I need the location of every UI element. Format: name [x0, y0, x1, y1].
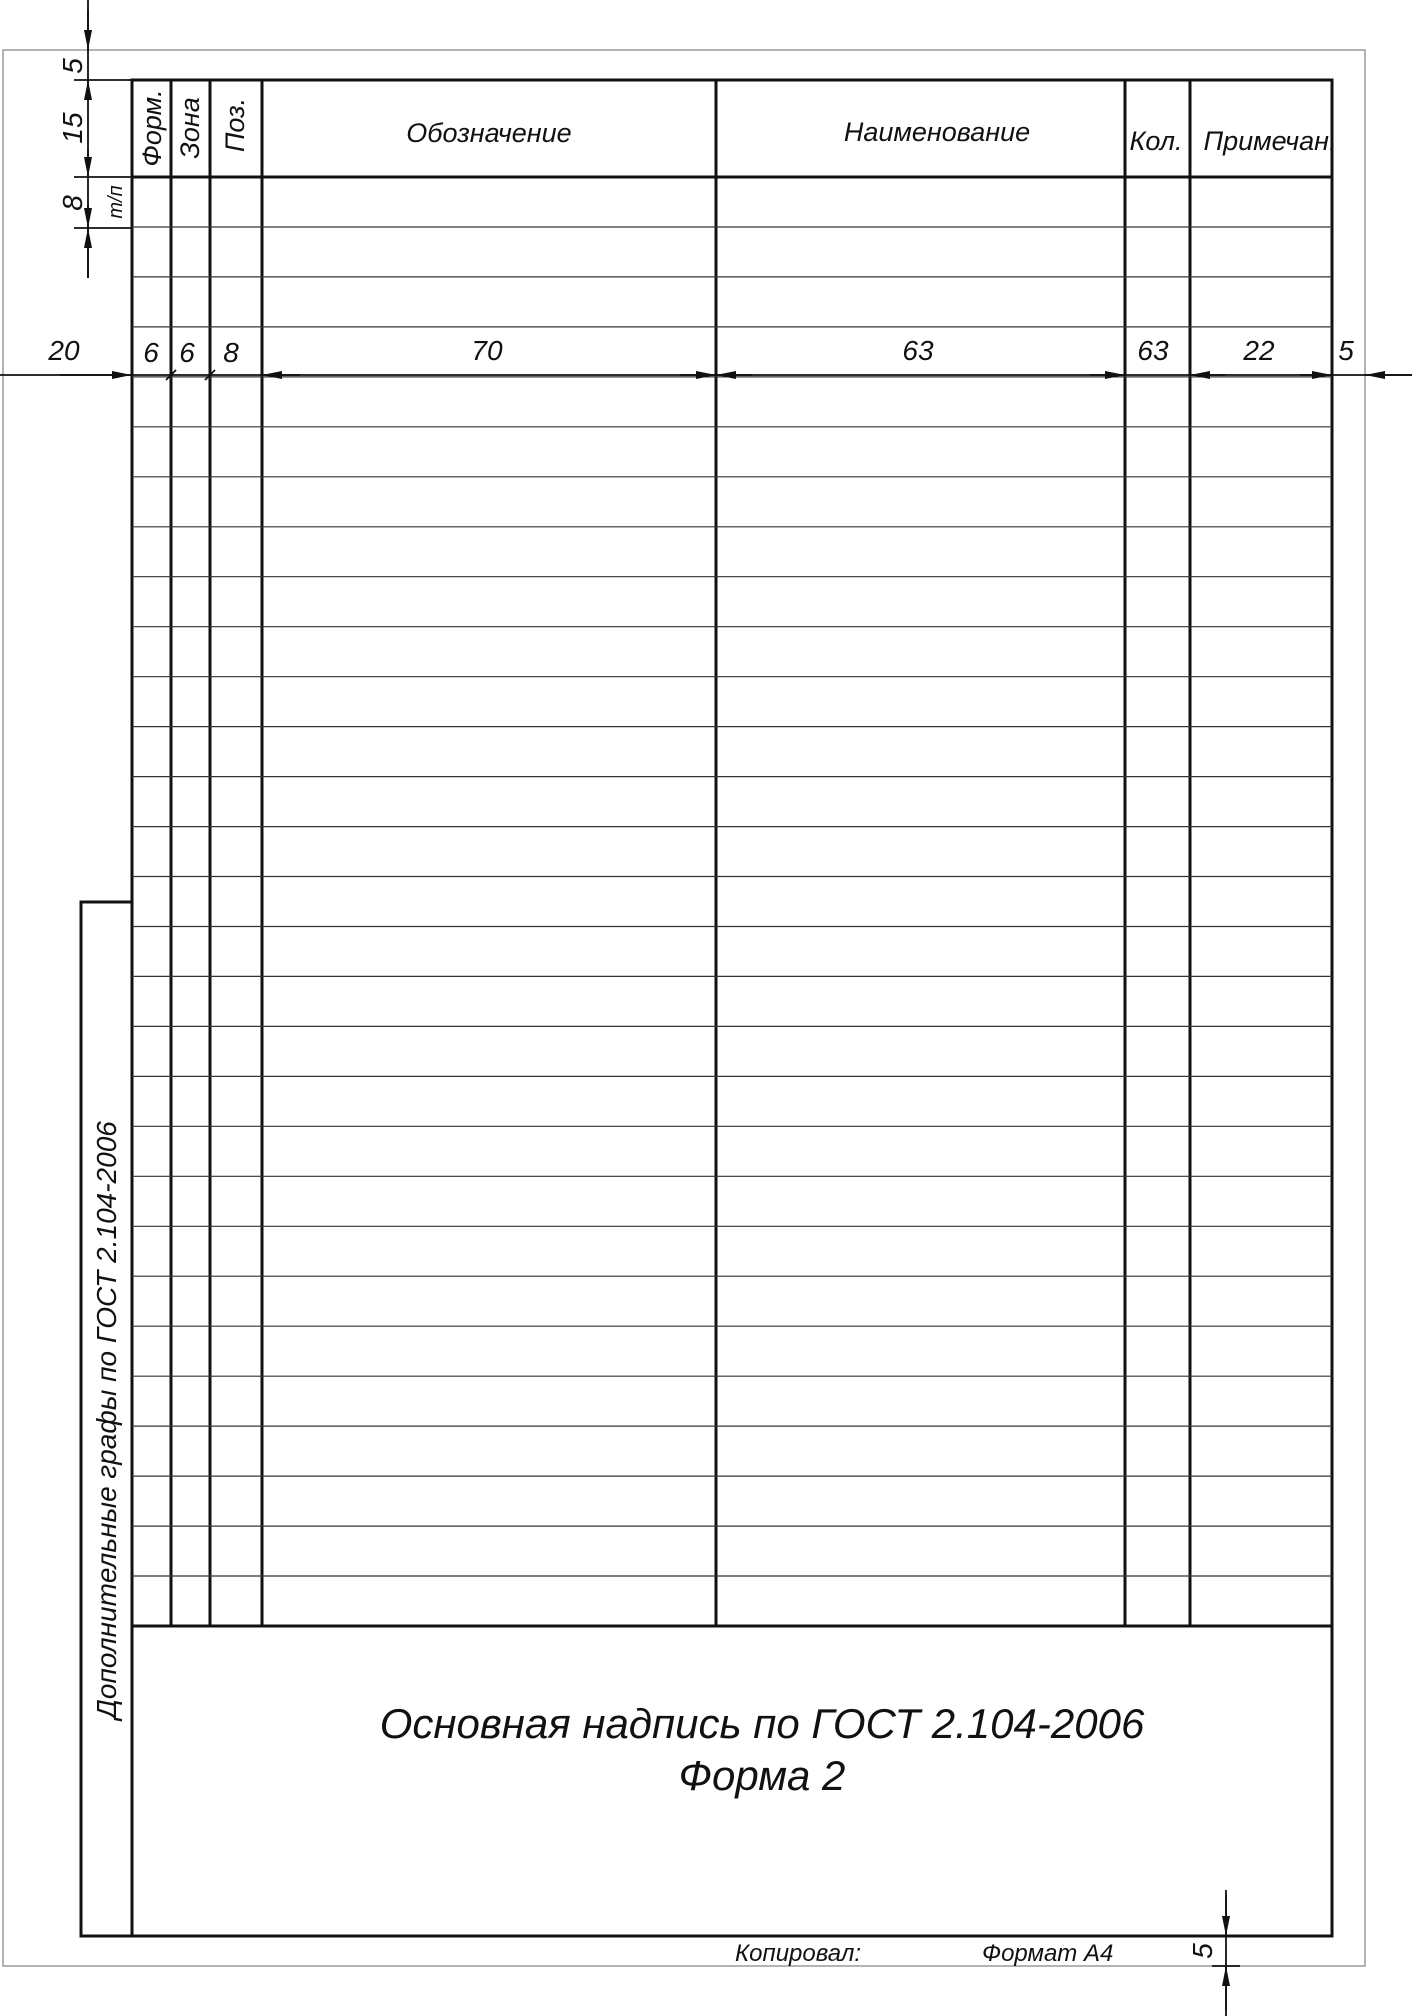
- footer-copied-by: Копировал:: [735, 1940, 862, 1967]
- header-note: Примечан.: [1203, 126, 1337, 156]
- title-block-line1: Основная надпись по ГОСТ 2.104-2006: [379, 1700, 1145, 1747]
- side-strip-label: Дополнительные графы по ГОСТ 2.104-2006: [91, 1121, 122, 1719]
- footer-format: Формат А4: [982, 1940, 1114, 1967]
- dim-label-top-margin: 5: [57, 58, 88, 74]
- row-lines: [132, 227, 1332, 1576]
- header-form: Форм.: [137, 89, 167, 167]
- dim-label-header: 15: [57, 112, 88, 144]
- column-dividers: [171, 80, 1190, 1626]
- title-block-line2: Форма 2: [678, 1752, 846, 1799]
- header-designation: Обозначение: [406, 118, 572, 148]
- dim-label-name: 63: [902, 335, 934, 366]
- dim-label-note: 22: [1243, 335, 1275, 366]
- dim-label-row-note: т/п: [105, 185, 127, 219]
- dim-label-form: 6: [143, 337, 159, 368]
- dim-label-qty: 63: [1137, 335, 1169, 366]
- header-pos: Поз.: [220, 97, 250, 153]
- header-qty: Кол.: [1129, 126, 1183, 156]
- dim-label-row: 8: [57, 195, 88, 211]
- header-name: Наименование: [843, 117, 1031, 147]
- dim-label-left-margin: 20: [48, 335, 80, 366]
- dim-label-pos: 8: [223, 337, 239, 368]
- header-zone: Зона: [175, 97, 205, 159]
- dim-label-right-margin: 5: [1338, 335, 1354, 366]
- dim-label-zone: 6: [179, 337, 195, 368]
- dim-label-designation: 70: [471, 335, 503, 366]
- dim-label-bottom-margin: 5: [1187, 1943, 1218, 1959]
